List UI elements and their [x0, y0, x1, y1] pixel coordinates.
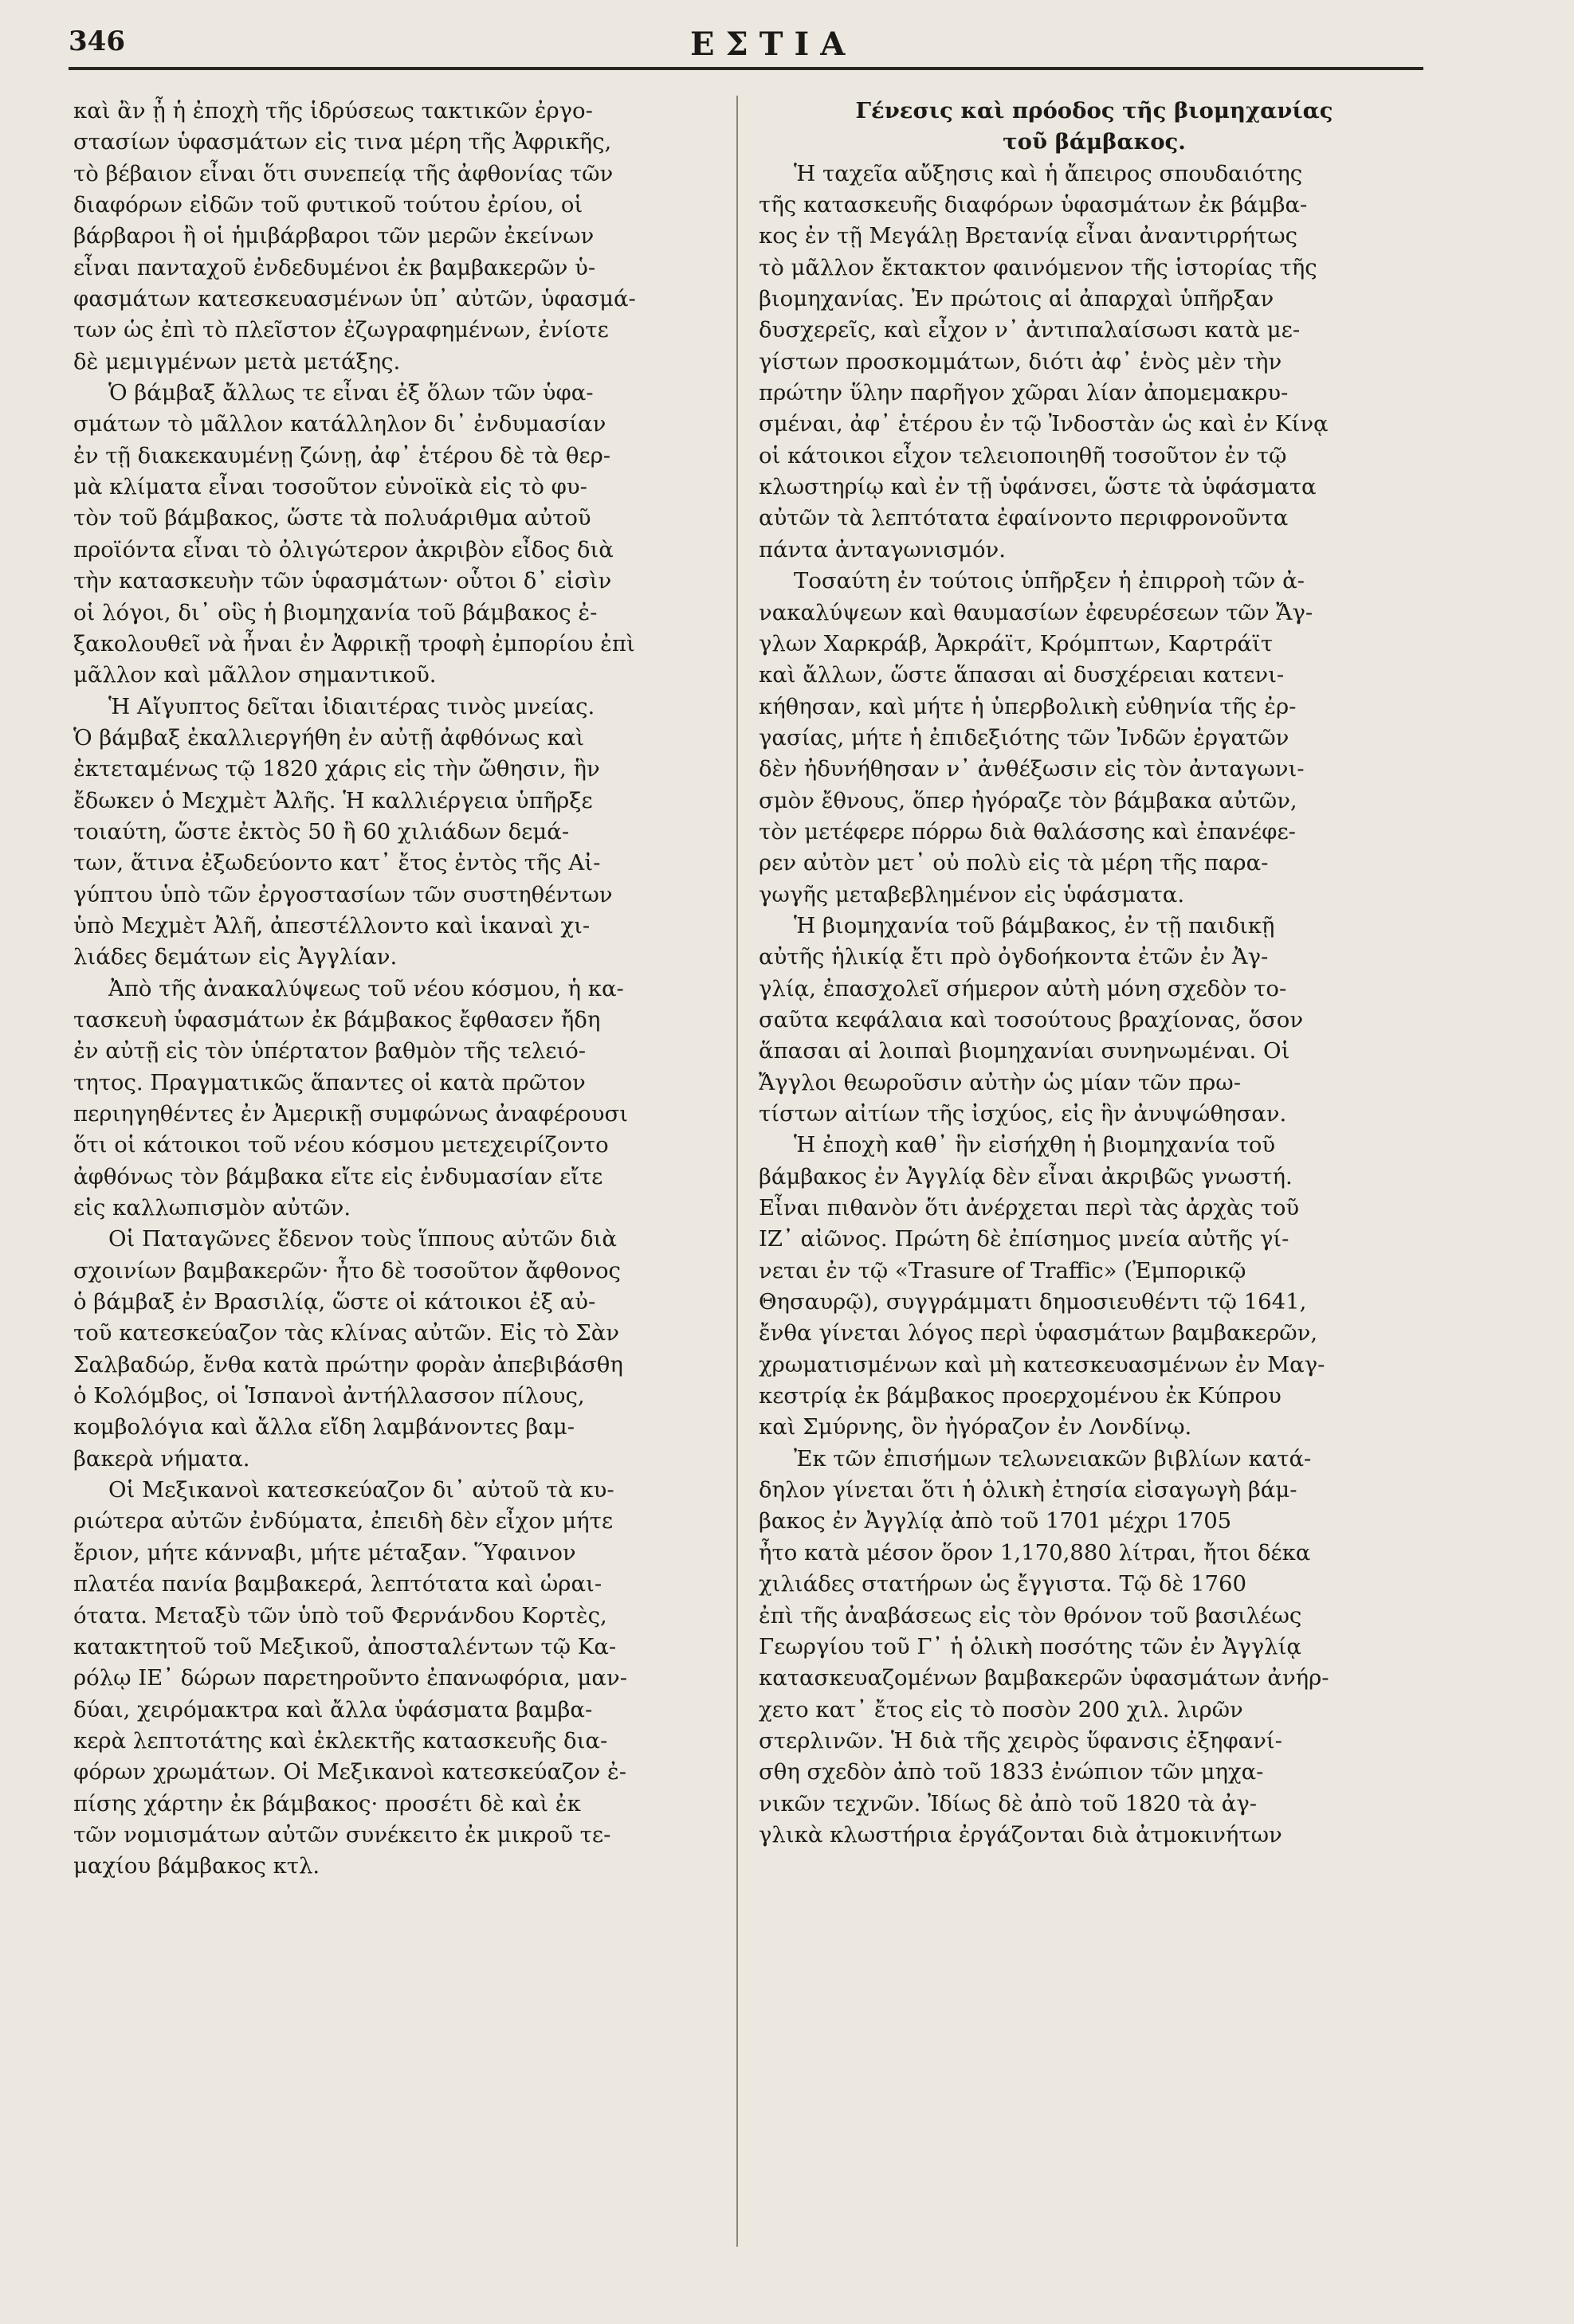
text-line: δυσχερεῖς, καὶ εἶχον ν᾽ ἀντιπαλαίσωσι κατὰ με- [759, 317, 1301, 343]
text-line: ρεν αὐτὸν μετ᾽ οὐ πολὺ εἰς τὰ μέρη τῆς παρα- [759, 850, 1269, 876]
text-line: σαῦτα κεφάλαια καὶ τοσούτους βραχίονας, ὅσον [759, 1006, 1304, 1033]
text-line: των, ἅτινα ἐξωδεύοντο κατ᾽ ἔτος ἐντὸς τῆς Αἰ- [73, 850, 601, 876]
text-line: πρώτην ὕλην παρῆγον χῶραι λίαν ἀπομεμακρυ- [759, 380, 1289, 406]
text-line: δὲ μεμιγμένων μετὰ μετάξης. [73, 348, 401, 374]
text-line: τὸν μετέφερε πόρρω διὰ θαλάσσης καὶ ἐπανέφε- [759, 818, 1296, 845]
text-line: βάρβαροι ἢ οἱ ἡμιβάρβαροι τῶν μερῶν ἐκείνων [73, 223, 595, 249]
page-number: 346 [69, 25, 125, 57]
text-line: ἐν αὐτῇ εἰς τὸν ὑπέρτατον βαθμὸν τῆς τελειό- [73, 1038, 587, 1064]
text-line: χρωματισμένων καὶ μὴ κατεσκευασμένων ἐν Μαγ- [759, 1351, 1325, 1378]
text-line: καὶ ἄλλων, ὥστε ἅπασαι αἱ δυσχέρειαι κατενι- [759, 662, 1285, 688]
text-line: βακερὰ νήματα. [73, 1445, 250, 1472]
text-line: Τοσαύτη ἐν τούτοις ὑπῆρξεν ἡ ἐπιρροὴ τῶν ἀ- [794, 568, 1305, 594]
text-line: τὸν τοῦ βάμβακος, ὥστε τὰ πολυάριθμα αὐτοῦ [73, 505, 591, 531]
text-line: κλωστηρίῳ καὶ ἐν τῇ ὑφάνσει, ὥστε τὰ ὑφάσματα [759, 474, 1317, 500]
journal-title: ΕΣΤΙΑ [690, 25, 857, 63]
text-line: νεται ἐν τῷ «Trasure of Traffic» (Ἐμπορικῷ [759, 1257, 1246, 1283]
text-line: καὶ ἂν ᾖ ἡ ἐποχὴ τῆς ἱδρύσεως τακτικῶν ἐργο- [73, 98, 593, 123]
text-line: ἦτο κατὰ μέσον ὅρον 1,170,880 λίτραι, ἤτοι δέκα [759, 1539, 1311, 1566]
text-line: ἐν τῇ διακεκαυμένῃ ζώνῃ, ἀφ᾽ ἑτέρου δὲ τὰ θερ- [73, 442, 611, 468]
text-line: πάντα ἀνταγωνισμόν. [759, 536, 1006, 562]
text-line: Οἱ Παταγῶνες ἔδενον τοὺς ἵππους αὐτῶν διὰ [108, 1226, 617, 1252]
text-line: Εἶναι πιθανὸν ὅτι ἀνέρχεται περὶ τὰς ἀρχὰς τοῦ [759, 1195, 1300, 1221]
text-line: Ἡ ἐποχὴ καθ᾽ ἣν εἰσήχθη ἡ βιομηχανία τοῦ [794, 1132, 1276, 1158]
text-line: Ἐκ τῶν ἐπισήμων τελωνειακῶν βιβλίων κατά- [794, 1445, 1312, 1472]
text-line: ξακολουθεῖ νὰ ἦναι ἐν Ἀφρικῇ τροφὴ ἐμπορίου ἐπὶ [73, 630, 635, 656]
text-line: νακαλύψεων καὶ θαυμασίων ἐφευρέσεων τῶν Ἄγ- [759, 599, 1313, 625]
text-line: Οἱ Μεξικανοὶ κατεσκεύαζον δι᾽ αὐτοῦ τὰ κυ- [108, 1477, 614, 1503]
text-line: οἱ λόγοι, δι᾽ οὓς ἡ βιομηχανία τοῦ βάμβακος ἐ- [73, 599, 598, 625]
text-line: ὁ Κολόμβος, οἱ Ἱσπανοὶ ἀντήλλασσον πίλους, [73, 1383, 585, 1409]
text-line: Ὁ βάμβαξ ἐκαλλιεργήθη ἐν αὐτῇ ἀφθόνως καὶ [73, 724, 585, 750]
text-line: τὴν κατασκευὴν τῶν ὑφασμάτων· οὗτοι δ᾽ εἰσὶν [73, 568, 612, 594]
text-line: Ὁ βάμβαξ ἄλλως τε εἶναι ἐξ ὅλων τῶν ὑφα- [108, 380, 594, 406]
text-line: χετο κατ᾽ ἔτος εἰς τὸ ποσὸν 200 χιλ. λιρῶν [759, 1696, 1243, 1722]
column-divider [736, 96, 738, 2247]
header-rule [69, 67, 1423, 70]
text-line: προϊόντα εἶναι τὸ ὀλιγώτερον ἀκριβὸν εἶδος διὰ [73, 536, 614, 562]
text-line: πλατέα πανία βαμβακερά, λεπτότατα καὶ ὡραι- [73, 1571, 603, 1597]
text-line: μὰ κλίματα εἶναι τοσοῦτον εὐνοϊκὰ εἰς τὸ φυ- [73, 474, 587, 500]
text-line: γωγῆς μεταβεβλημένον εἰς ὑφάσματα. [759, 881, 1185, 907]
text-line: κεστρίᾳ ἐκ βάμβακος προερχομένου ἐκ Κύπρου [759, 1383, 1282, 1409]
text-line: τοιαύτη, ὥστε ἐκτὸς 50 ἢ 60 χιλιάδων δεμά- [73, 818, 570, 845]
text-line: κατασκευαζομένων βαμβακερῶν ὑφασμάτων ἀνήρ- [759, 1665, 1329, 1691]
text-line: γλικὰ κλωστήρια ἐργάζονται διὰ ἀτμοκινήτων [759, 1821, 1282, 1848]
text-line: Ἡ βιομηχανία τοῦ βάμβακος, ἐν τῇ παιδικῇ [794, 912, 1275, 939]
text-line: ότατα. Μεταξὺ τῶν ὑπὸ τοῦ Φερνάνδου Κορτὲς, [73, 1602, 607, 1628]
text-line: τὸ μᾶλλον ἔκτακτον φαινόμενον τῆς ἱστορίας τῆς [759, 254, 1317, 280]
text-line: περιηγηθέντες ἐν Ἀμερικῇ συμφώνως ἀναφέρουσι [73, 1101, 629, 1127]
text-line: ἔδωκεν ὁ Μεχμὲτ Ἀλῆς. Ἡ καλλιέργεια ὑπῆρξε [73, 787, 593, 813]
text-line: ρόλῳ ΙΕ᾽ δώρων παρετηροῦντο ἐπανωφόρια, μαν- [73, 1665, 628, 1691]
text-line: ἀφθόνως τὸν βάμβακα εἴτε εἰς ἐνδυμασίαν εἴτε [73, 1163, 603, 1189]
text-line: τητος. Πραγματικῶς ἅπαντες οἱ κατὰ πρῶτον [73, 1069, 586, 1095]
text-line: ἅπασαι αἱ λοιπαὶ βιομηχανίαι συνηνωμέναι. Οἱ [759, 1038, 1290, 1064]
right-text-column [759, 96, 1430, 1851]
text-line: σθη σχεδὸν ἀπὸ τοῦ 1833 ἐνώπιον τῶν μηχα- [759, 1759, 1264, 1785]
text-line: κερὰ λεπτοτάτης καὶ ἐκλεκτῆς κατασκευῆς δια- [73, 1727, 608, 1754]
text-line: Σαλβαδώρ, ἔνθα κατὰ πρώτην φορὰν ἀπεβιβάσθη [73, 1351, 623, 1378]
text-line: κομβολόγια καὶ ἄλλα εἴδη λαμβάνοντες βαμ- [73, 1414, 575, 1440]
section-heading: τοῦ βάμβακος. [1003, 129, 1186, 155]
text-line: στερλινῶν. Ἡ διὰ τῆς χειρὸς ὕφανσις ἐξηφανί- [759, 1727, 1282, 1754]
text-line: φόρων χρωμάτων. Οἱ Μεξικανοὶ κατεσκεύαζον ἐ- [73, 1759, 627, 1785]
text-line: ἔνθα γίνεται λόγος περὶ ὑφασμάτων βαμβακερῶν, [759, 1320, 1318, 1346]
text-line: σχοινίων βαμβακερῶν· ἦτο δὲ τοσοῦτον ἄφθονος [73, 1257, 621, 1283]
text-line: Θησαυρῷ), συγγράμματι δημοσιευθέντι τῷ 1641, [759, 1289, 1307, 1315]
text-line: αὐτῶν τὰ λεπτότατα ἐφαίνοντο περιφρονοῦντα [759, 505, 1289, 531]
text-line: ἐκτεταμένως τῷ 1820 χάρις εἰς τὴν ὤθησιν, ἣν [73, 756, 600, 782]
text-line: κος ἐν τῇ Μεγάλῃ Βρετανίᾳ εἶναι ἀναντιρρήτως [759, 223, 1298, 249]
text-line: κατακτητοῦ τοῦ Μεξικοῦ, ἀποσταλέντων τῷ Κα- [73, 1633, 617, 1660]
text-line: αὐτῆς ἡλικίᾳ ἔτι πρὸ ὀγδοήκοντα ἐτῶν ἐν Ἀγ- [759, 944, 1269, 970]
text-line: λιάδες δεμάτων εἰς Ἀγγλίαν. [73, 944, 398, 970]
text-line: πίσης χάρτην ἐκ βάμβακος· προσέτι δὲ καὶ ἐκ [73, 1790, 581, 1816]
text-line: βακος ἐν Ἀγγλίᾳ ἀπὸ τοῦ 1701 μέχρι 1705 [759, 1508, 1232, 1534]
text-line: βάμβακος ἐν Ἀγγλίᾳ δὲν εἶναι ἀκριβῶς γνωστή. [759, 1163, 1293, 1189]
text-line: Ἡ Αἴγυπτος δεῖται ἰδιαιτέρας τινὸς μνείας. [108, 693, 595, 719]
left-text-column [73, 96, 716, 1883]
text-line: σμάτων τὸ μᾶλλον κατάλληλον δι᾽ ἐνδυμασίαν [73, 411, 606, 437]
text-line: γίστων προσκομμάτων, διότι ἀφ᾽ ἑνὸς μὲν τὴν [759, 348, 1282, 374]
text-line: Ἀπὸ τῆς ἀνακαλύψεως τοῦ νέου κόσμου, ἡ κα- [108, 975, 624, 1001]
text-line: ἐπὶ τῆς ἀναβάσεως εἰς τὸν θρόνον τοῦ βασιλέως [759, 1602, 1302, 1628]
text-line: μᾶλλον καὶ μᾶλλον σημαντικοῦ. [73, 662, 437, 688]
text-line: γασίας, μήτε ἡ ἐπιδεξιότης τῶν Ἰνδῶν ἐργατῶν [759, 724, 1289, 750]
text-line: μαχίου βάμβακος κτλ. [73, 1853, 320, 1879]
text-line: Ἄγγλοι θεωροῦσιν αὐτὴν ὡς μίαν τῶν πρω- [759, 1069, 1241, 1095]
text-line: σμέναι, ἀφ᾽ ἑτέρου ἐν τῷ Ἰνδοστὰν ὡς καὶ ἐν Κίνᾳ [759, 411, 1329, 437]
page-header [69, 25, 1423, 63]
text-line: δηλον γίνεται ὅτι ἡ ὁλικὴ ἐτησία εἰσαγωγὴ βάμ- [759, 1477, 1297, 1503]
text-line: τῆς κατασκευῆς διαφόρων ὑφασμάτων ἐκ βάμβα- [759, 192, 1308, 218]
text-line: στασίων ὑφασμάτων εἰς τινα μέρη τῆς Ἀφρικῆς, [73, 129, 612, 155]
text-line: δύαι, χειρόμακτρα καὶ ἄλλα ὑφάσματα βαμβα- [73, 1696, 593, 1722]
text-line: τίστων αἰτίων τῆς ἰσχύος, εἰς ἣν ἀνυψώθησαν. [759, 1101, 1287, 1127]
text-line: Ἡ ταχεῖα αὔξησις καὶ ἡ ἄπειρος σπουδαιότης [794, 160, 1303, 186]
text-line: εἶναι πανταχοῦ ἐνδεδυμένοι ἐκ βαμβακερῶν ὑ- [73, 254, 596, 280]
text-line: γύπτου ὑπὸ τῶν ἐργοστασίων τῶν συστηθέντων [73, 881, 613, 907]
text-line: βιομηχανίας. Ἐν πρώτοις αἱ ἀπαρχαὶ ὑπῆρξαν [759, 286, 1274, 312]
text-line: τῶν νομισμάτων αὐτῶν συνέκειτο ἐκ μικροῦ τε- [73, 1821, 611, 1848]
text-line: δὲν ἠδυνήθησαν ν᾽ ἀνθέξωσιν εἰς τὸν ἀνταγωνι- [759, 756, 1305, 782]
text-line: νικῶν τεχνῶν. Ἰδίως δὲ ἀπὸ τοῦ 1820 τὰ ἀγ- [759, 1790, 1258, 1816]
text-line: διαφόρων εἰδῶν τοῦ φυτικοῦ τούτου ἐρίου, οἱ [73, 192, 583, 218]
text-line: εἰς καλλωπισμὸν αὐτῶν. [73, 1195, 351, 1221]
text-line: ἔριον, μήτε κάνναβι, μήτε μέταξαν. Ὕφαινον [73, 1539, 576, 1566]
text-line: ὑπὸ Μεχμὲτ Ἀλῆ, ἀπεστέλλοντο καὶ ἱκαναὶ χι- [73, 912, 591, 939]
text-line: τοῦ κατεσκεύαζον τὰς κλίνας αὐτῶν. Εἰς τὸ Σὰν [73, 1320, 619, 1346]
text-line: οἱ κάτοικοι εἶχον τελειοποιηθῆ τοσοῦτον ἐν τῷ [759, 442, 1287, 468]
text-line: ὁ βάμβαξ ἐν Βρασιλίᾳ, ὥστε οἱ κάτοικοι ἐξ αὐ- [73, 1289, 596, 1315]
section-heading: Γένεσις καὶ πρόοδος τῆς βιομηχανίας [855, 98, 1333, 123]
text-line: φασμάτων κατεσκευασμένων ὑπ᾽ αὐτῶν, ὑφασμά- [73, 286, 636, 312]
text-line: γλων Χαρκράβ, Ἀρκράϊτ, Κρόμπτων, Καρτράϊτ [759, 630, 1274, 656]
text-line: κήθησαν, καὶ μήτε ἡ ὑπερβολικὴ εὐθηνία τῆς ἐρ- [759, 693, 1297, 719]
text-line: ὅτι οἱ κάτοικοι τοῦ νέου κόσμου μετεχειρίζοντο [73, 1132, 609, 1158]
text-line: σμὸν ἔθνους, ὅπερ ἠγόραζε τὸν βάμβακα αὐτῶν, [759, 787, 1297, 813]
text-line: ΙΖ᾽ αἰῶνος. Πρώτη δὲ ἐπίσημος μνεία αὐτῆς γί- [759, 1226, 1289, 1252]
text-line: τὸ βέβαιον εἶναι ὅτι συνεπείᾳ τῆς ἀφθονίας τῶν [73, 160, 614, 186]
text-line: χιλιάδες στατήρων ὡς ἔγγιστα. Τῷ δὲ 1760 [759, 1571, 1247, 1597]
text-line: Γεωργίου τοῦ Γ᾽ ἡ ὁλικὴ ποσότης τῶν ἐν Ἀγγλίᾳ [759, 1633, 1301, 1660]
text-line: καὶ Σμύρνης, ὃν ἠγόραζον ἐν Λονδίνῳ. [759, 1414, 1192, 1440]
text-line: γλίᾳ, ἐπασχολεῖ σήμερον αὐτὴ μόνη σχεδὸν το- [759, 975, 1287, 1001]
text-line: των ὡς ἐπὶ τὸ πλεῖστον ἐζωγραφημένων, ἐνίοτε [73, 317, 609, 343]
text-line: τασκευὴ ὑφασμάτων ἐκ βάμβακος ἔφθασεν ἤδη [73, 1006, 601, 1033]
text-line: ριώτερα αὐτῶν ἐνδύματα, ἐπειδὴ δὲν εἶχον μήτε [73, 1508, 614, 1534]
